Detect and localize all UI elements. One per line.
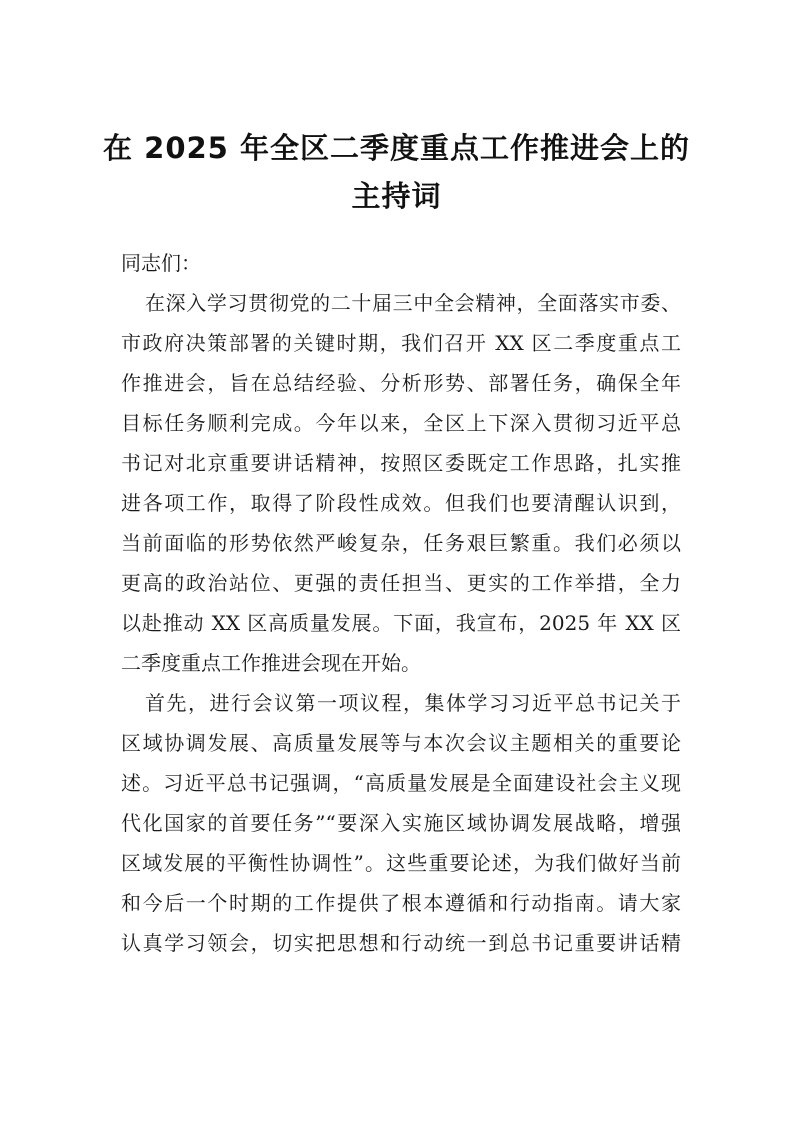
document-title-line-1: 在 2025 年全区二季度重点工作推进会上的 xyxy=(103,131,690,165)
paragraph-1-line: 目标任务顺利完成。今年以来，全区上下深入贯彻习近平总 xyxy=(121,411,681,435)
paragraph-2-line: 首先，进行会议第一项议程，集体学习习近平总书记关于 xyxy=(145,691,681,715)
paragraph-2-line: 区域协调发展、高质量发展等与本次会议主题相关的重要论 xyxy=(121,731,681,755)
paragraph-2-line: 和今后一个时期的工作提供了根本遵循和行动指南。请大家 xyxy=(121,891,681,915)
paragraph-1-line: 市政府决策部署的关键时期，我们召开 XX 区二季度重点工 xyxy=(121,331,681,355)
paragraph-1-line: 进各项工作，取得了阶段性成效。但我们也要清醒认识到， xyxy=(121,491,681,515)
paragraph-1-line: 二季度重点工作推进会现在开始。 xyxy=(121,651,421,675)
paragraph-1-line: 当前面临的形势依然严峻复杂，任务艰巨繁重。我们必须以 xyxy=(121,531,681,555)
paragraph-2-line: 区域发展的平衡性协调性”。这些重要论述，为我们做好当前 xyxy=(121,851,681,875)
paragraph-1-line: 更高的政治站位、更强的责任担当、更实的工作举措，全力 xyxy=(121,571,681,595)
paragraph-1-line: 作推进会，旨在总结经验、分析形势、部署任务，确保全年 xyxy=(121,371,681,395)
paragraph-1-line: 在深入学习贯彻党的二十届三中全会精神，全面落实市委、 xyxy=(145,291,681,315)
paragraph-2-line: 代化国家的首要任务”“要深入实施区域协调发展战略，增强 xyxy=(121,811,681,835)
paragraph-2-line: 述。习近平总书记强调，“高质量发展是全面建设社会主义现 xyxy=(121,771,681,795)
document-title-line-2: 主持词 xyxy=(351,179,442,213)
paragraph-2-line: 认真学习领会，切实把思想和行动统一到总书记重要讲话精 xyxy=(121,931,681,955)
salutation: 同志们： xyxy=(121,251,201,275)
paragraph-1-line: 以赴推动 XX 区高质量发展。下面，我宣布，2025 年 XX 区 xyxy=(121,611,681,635)
paragraph-1-line: 书记对北京重要讲话精神，按照区委既定工作思路，扎实推 xyxy=(121,451,681,475)
